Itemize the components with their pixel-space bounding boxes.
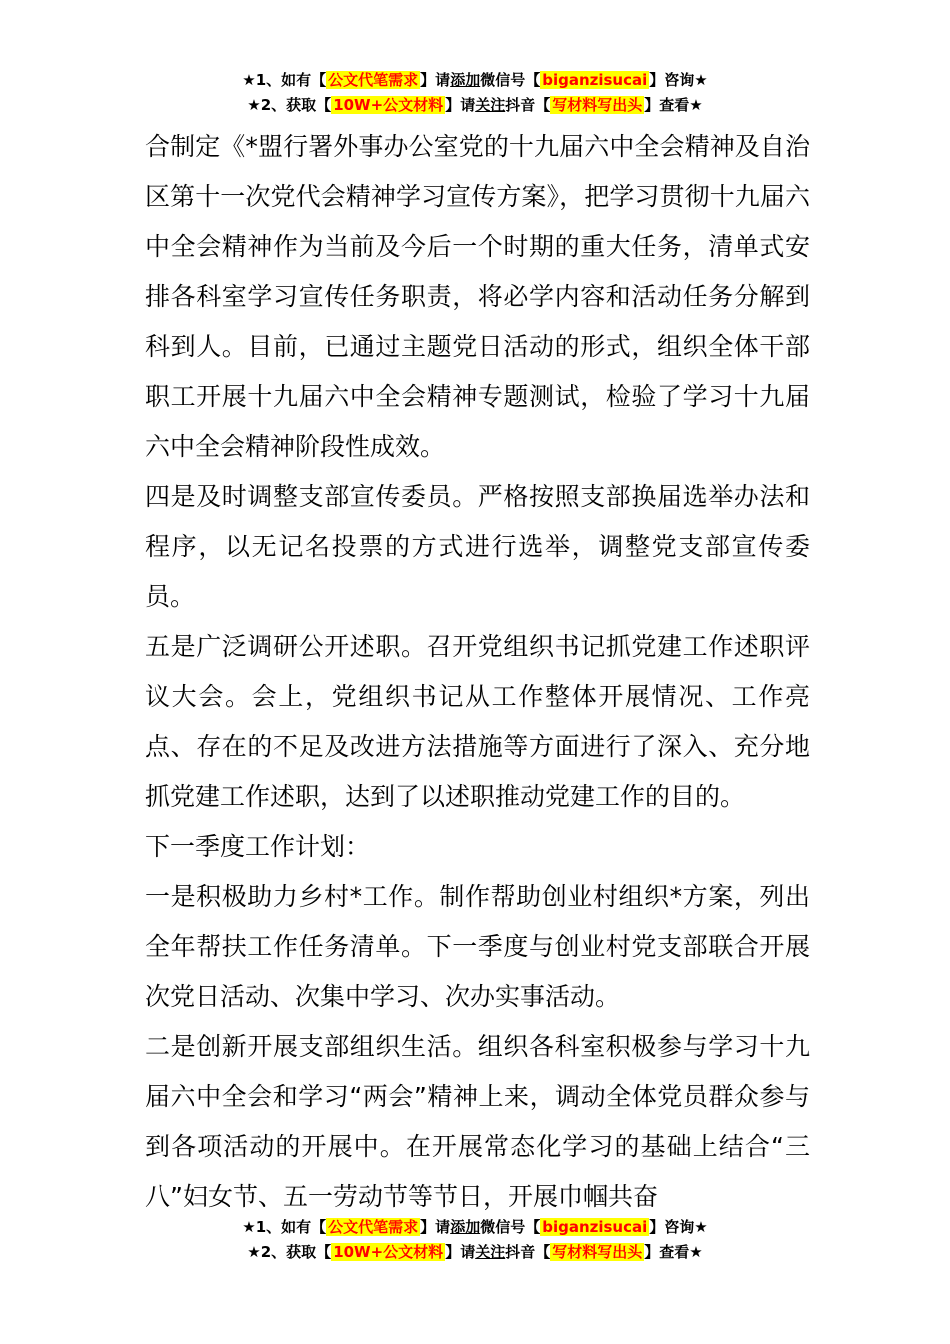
section-heading: 下一季度工作计划： <box>145 832 371 861</box>
paragraph: 二是创新开展支部组织生活。组织各科室积极参与学习十九届六中全会和学习“两会”精神上来，调动全体党员群众参与到各项活动的开展中。在开展常态化学习的基础上结合“三八”妇女节、五一劳动节等节日，开展巾帼共奋 <box>145 1032 810 1211</box>
banner-highlight: biganzisucai <box>542 1218 648 1236</box>
paragraph: 四是及时调整支部宣传委员。严格按照支部换届选举办法和程序，以无记名投票的方式进行选举，调整党支部宣传委员。 <box>145 482 810 611</box>
banner-highlight: 公文代笔需求 <box>328 71 419 89</box>
header-banner <box>0 68 950 118</box>
paragraph: 合制定《*盟行署外事办公室党的十九届六中全会精神及自治区第十一次党代会精神学习宣传方案》，把学习贯彻十九届六中全会精神作为当前及今后一个时期的重大任务，清单式安排各科室学习宣传任务职责，将必学内容和活动任务分解到科到人。目前，已通过主题党日活动的形式，组织全体干部职工开展十九届六中全会精神专题测试，检验了学习十九届六中全会精神阶段性成效。 <box>145 132 810 461</box>
banner-text: 】咨询★ <box>649 71 708 89</box>
banner-text: 】请 <box>445 1243 476 1261</box>
banner-underline: 添加 <box>450 71 481 89</box>
banner-line-1 <box>0 68 950 93</box>
banner-highlight: 写材料写出头 <box>552 96 643 114</box>
banner-line-2 <box>0 93 950 118</box>
banner-highlight: biganzisucai <box>542 71 648 89</box>
banner-line-1 <box>0 1215 950 1240</box>
document-body <box>145 122 810 1222</box>
footer-banner <box>0 1215 950 1265</box>
banner-text: 】查看★ <box>644 1243 703 1261</box>
banner-highlight: 写材料写出头 <box>552 1243 643 1261</box>
banner-text: 】请 <box>445 96 476 114</box>
banner-text: 微信号【 <box>480 1218 541 1236</box>
paragraph: 五是广泛调研公开述职。召开党组织书记抓党建工作述职评议大会。会上，党组织书记从工作整体开展情况、工作亮点、存在的不足及改进方法措施等方面进行了深入、充分地抓党建工作述职，达到了以述职推动党建工作的目的。 <box>145 632 810 811</box>
banner-underline: 添加 <box>450 1218 481 1236</box>
banner-text: 】请 <box>420 71 451 89</box>
banner-underline: 关注 <box>475 96 506 114</box>
banner-text: ★1、如有【 <box>242 71 327 89</box>
banner-text: 】请 <box>420 1218 451 1236</box>
banner-line-2 <box>0 1240 950 1265</box>
banner-text: ★2、获取【 <box>247 96 332 114</box>
banner-highlight: 公文代笔需求 <box>328 1218 419 1236</box>
banner-text: 微信号【 <box>480 71 541 89</box>
banner-text: 抖音【 <box>505 1243 551 1261</box>
banner-highlight: 10W+公文材料 <box>333 96 444 114</box>
banner-text: ★2、获取【 <box>247 1243 332 1261</box>
banner-text: 】查看★ <box>644 96 703 114</box>
banner-text: 抖音【 <box>505 96 551 114</box>
banner-text: ★1、如有【 <box>242 1218 327 1236</box>
paragraph: 一是积极助力乡村*工作。制作帮助创业村组织*方案，列出全年帮扶工作任务清单。下一季度与创业村党支部联合开展次党日活动、次集中学习、次办实事活动。 <box>145 882 810 1011</box>
banner-text: 】咨询★ <box>649 1218 708 1236</box>
banner-underline: 关注 <box>475 1243 506 1261</box>
banner-highlight: 10W+公文材料 <box>333 1243 444 1261</box>
